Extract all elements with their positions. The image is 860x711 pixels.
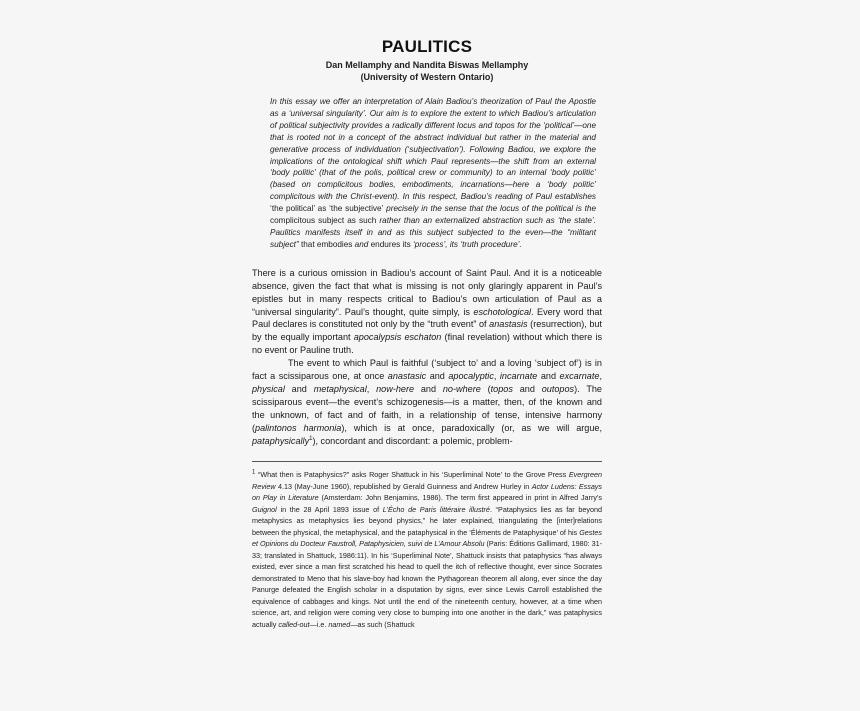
- text-run: anastasis: [489, 319, 528, 330]
- footnote-ref[interactable]: 1: [309, 435, 313, 442]
- abstract-text: complicitous subject as such: [270, 216, 377, 226]
- abstract-text: ‘the political’ as ‘the subjective’: [270, 204, 384, 214]
- text-run: called-out: [278, 619, 310, 629]
- text-run: The event to which Paul is faithful (‘subject to’ and a loving ‘subject of’) is in fact a scissiparous one, at once: [252, 358, 602, 382]
- text-run: now-here: [376, 383, 415, 394]
- text-run: apocalyptic: [448, 371, 494, 382]
- body-paragraph-1: [252, 267, 602, 357]
- abstract-text: rather than an externalized abstraction such as ‘the state’. Paulitics manifests itself in and as this subject subjected to the even—the “militant subject”: [270, 216, 596, 249]
- text-run: no-where: [442, 383, 481, 394]
- paper-title: PAULITICS: [381, 37, 473, 56]
- text-run: Guignol: [252, 504, 277, 514]
- text-run: —as such (Shattuck: [350, 619, 415, 629]
- abstract-text: embodies: [316, 239, 353, 249]
- paper-authors: Dan Mellamphy and Nandita Biswas Mellamphy: [325, 60, 529, 70]
- footnote-1: [252, 469, 602, 630]
- text-run: (final revelation) without which there is no event or Pauline truth.: [252, 332, 603, 356]
- text-run: named: [328, 619, 351, 629]
- text-run: Actor Ludens: Essays on Play in Literature: [252, 481, 602, 503]
- text-run: ,: [366, 383, 377, 394]
- text-run: . Every word that Paul declares is constituted not only by the “truth event” of: [252, 306, 603, 330]
- text-run: eschotological: [473, 306, 532, 317]
- footnote-divider: [252, 461, 602, 462]
- text-run: . “Pataphysics lies as far beyond metaphysics as metaphysics lies beyond physics,” he later explained, triangulating the [inter]relations between the physical, the metaphysical, and the pataphysical in the ‘Éléments de Pataphysique’ of his: [252, 504, 602, 537]
- abstract-text: ‘process’, its ‘truth procedure’.: [410, 239, 522, 249]
- text-run: ), which is at once, paradoxically (or, as we will argue,: [341, 422, 602, 433]
- paper-affiliation: (University of Western Ontario): [360, 72, 494, 82]
- text-run: (: [480, 383, 491, 394]
- text-run: “What then is Pataphysics?” asks Roger Shattuck in his ‘Superliminal Note’ to the Grove Press: [255, 470, 569, 480]
- text-run: palintonos harmonia: [255, 422, 342, 433]
- text-run: ,: [599, 371, 602, 382]
- text-run: excarnate: [559, 371, 600, 382]
- text-run: Evergreen Review: [252, 470, 602, 491]
- abstract-text: endures its: [370, 239, 411, 249]
- text-run: There is a curious omission in Badiou’s account of Saint Paul. And it is a noticeable absence, given the fact that what is missing is not only glaringly apparent in Paul’s epistles but in many respects critical to Badiou’s own articulation of Paul as a “universal singularity”. Paul’s thought, quite simply, is: [252, 267, 602, 317]
- body-paragraph-2: [252, 357, 602, 447]
- paper-page: [252, 36, 602, 630]
- text-run: outopos: [541, 383, 575, 394]
- text-run: (Paris: Éditions Gallimard, 1980: 31-33; translated in Shattuck, 1986:11). In his ‘Superliminal Note’, Shattuck insists that pataphysics “has always existed, ever since a man first scratched his head to quell the itch of reflective thought, ever since Socrates demonstrated to Meno that his slave-boy had known the Pythagorean theorem all along, ever since the day Panurge defeated the English scholar in a disputation by signs, ever since Lewis Carroll established the equivalence of cabbages and kings. Not until the end of the nineteenth century, however, at a time when science, art, and religion were coming very close to bumping into one another in the dark,” was pataphysics actually: [252, 539, 603, 629]
- text-run: physical: [252, 383, 285, 394]
- text-run: pataphysically: [252, 435, 310, 446]
- text-run: (Amsterdam: John Benjamins, 1986). The term first appeared in print in Alfred Jarry’s: [318, 493, 602, 503]
- text-run: incarnate: [499, 371, 538, 382]
- text-run: ). The scissiparous event—the event’s schizogenesis—is a matter, then, of the known and the unknown, of fact and of faith, in a relationship of tense, intensive harmony (: [252, 383, 602, 433]
- text-run: anastasic: [387, 371, 427, 382]
- text-run: L’Écho de Paris littéraire illustré: [382, 504, 490, 514]
- text-run: and: [537, 371, 560, 382]
- text-run: and: [414, 383, 443, 394]
- text-run: topos: [490, 383, 513, 394]
- text-run: 4.13 (May-June 1960), republished by Gerald Guinness and Andrew Hurley in: [275, 481, 532, 491]
- text-run: metaphysical: [313, 383, 367, 394]
- text-run: and: [512, 383, 542, 394]
- abstract-paragraph: [270, 96, 596, 251]
- abstract-text: that: [298, 239, 317, 249]
- body-text: [252, 267, 602, 448]
- abstract-text: and: [352, 239, 371, 249]
- text-run: ,: [493, 371, 500, 382]
- text-run: (resurrection), but by the equally important: [252, 319, 602, 343]
- text-run: in the 28 April 1893 issue of: [276, 504, 383, 514]
- text-run: ), concordant and discordant: a polemic, problem-: [312, 435, 513, 446]
- footnote-number: 1: [252, 470, 256, 477]
- text-run: apocalypsis eschaton: [353, 332, 442, 343]
- abstract-text: In this essay we offer an interpretation of Alain Badiou’s theorization of Paul the Apostle as a ‘universal singularity’. Our aim is to explore the extent to which Badiou’s articulation of political subjectivity provides a radically different locus and topos for the ‘political’—one that is rooted not in a concept of the abstract individual but rather in the material and generative process of individuation (‘subjectivation’). Following Badiou, we explore the implications of the ontological shift which Paul represents—the shift from an external ‘body politic’ (that of the polis, political crew or community) to an internal ‘body politic’ (based on complicitous bodies, embodiments, incarnations—here a ‘body politic’ complicitous with the Christ-event). In this respect, Badiou’s reading of Paul establishes: [270, 97, 596, 202]
- text-run: —i.e.: [309, 619, 329, 629]
- abstract-text: precisely in the sense that the locus of the political is the: [383, 204, 596, 214]
- abstract: [270, 96, 596, 251]
- text-run: and: [284, 383, 314, 394]
- text-run: and: [426, 371, 449, 382]
- text-run: Gestes et Opinions du Docteur Faustroll, Pataphysicien, suivi de L’Amour Absolu: [252, 527, 602, 549]
